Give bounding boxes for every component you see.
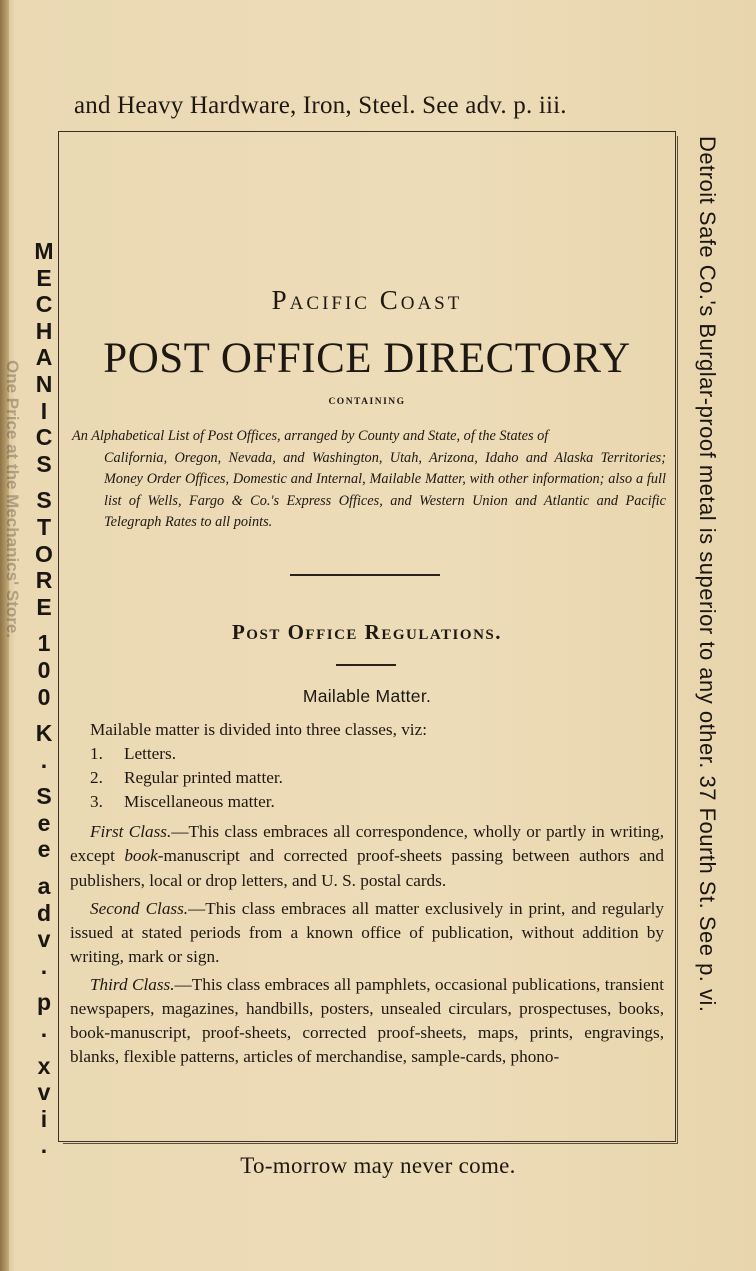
first-class-text-a: —This class embraces all correspondence, wholly or partly in writing, except: [70, 822, 665, 866]
intro-line-1: An Alphabetical List of Post Offices, arranged by County and State, of the States of: [72, 428, 549, 444]
left-ad-letter: v: [37, 1079, 51, 1106]
left-ad-letter: K: [35, 720, 53, 747]
left-ad-letter: .: [40, 746, 48, 773]
list-item: [90, 766, 664, 790]
third-class-label: Third Class.: [90, 974, 175, 994]
left-ad-letter: [30, 477, 58, 487]
left-ad-letter: [30, 863, 58, 873]
left-ad-letter: [30, 620, 58, 630]
list-item: [90, 790, 664, 814]
left-ad-letter: x: [37, 1052, 51, 1079]
third-class-paragraph: [70, 973, 664, 1069]
first-class-label: First Class.: [90, 822, 172, 842]
left-ad-letter: I: [40, 397, 48, 424]
left-ad-letter: 1: [37, 630, 51, 657]
list-number: 2.: [90, 768, 103, 788]
title-post-office-directory: POST OFFICE DIRECTORY: [103, 335, 631, 382]
left-ad-letter: v: [37, 926, 51, 953]
list-label: Miscellaneous matter.: [124, 792, 275, 812]
left-ad-letter: [30, 710, 58, 720]
regulations-body: [70, 718, 664, 1069]
containing-label: CONTAINING: [328, 397, 406, 407]
right-vertical-advertisement: Detroit Safe Co.'s Burglar-proof metal is superior to any other. 37 Fourth St. See p. vi.: [695, 136, 720, 1013]
intro-rest: California, Oregon, Nevada, and Washington, Utah, Arizona, Idaho and Alaska Territories; Money Order Offices, Domestic and Internal, Mailable Matter, with other information; also a full list of Wells, Fargo & Co.'s Express Offices, and Western Union and Atlantic and Pacific Telegraph Rates to all points.: [104, 449, 666, 530]
left-ad-letter: .: [40, 1132, 48, 1159]
left-ad-letter: H: [35, 317, 53, 344]
short-divider-rule: [336, 664, 396, 666]
left-ad-letter: p: [36, 989, 52, 1016]
left-vertical-advertisement: [30, 238, 58, 1159]
left-ad-letter: [30, 773, 58, 783]
divider-rule: [290, 574, 440, 576]
left-ad-letter: O: [35, 540, 53, 567]
left-ad-letter: C: [35, 291, 53, 318]
left-ad-letter: N: [35, 370, 53, 397]
left-ad-letter: C: [35, 424, 53, 451]
first-class-text-b: -manuscript and corrected proof-sheets passing between authors and publishers, local or drop letters, and U. S. postal cards.: [70, 846, 664, 890]
title-pacific-coast: Pacific Coast: [271, 285, 463, 315]
left-ad-letter: [30, 979, 58, 989]
left-ad-letter: E: [36, 264, 52, 291]
left-ad-letter: [30, 1043, 58, 1053]
regulations-heading: Post Office Regulations.: [231, 620, 502, 644]
third-class-text: —This class embraces all pamphlets, occasional publications, transient newspapers, magazines, handbills, posters, unsealed circulars, prospectuses, books, book-manuscript, proof-sheets, corrected proof-sheets, maps, prints, engravings, blanks, flexible patterns, articles of merchandise, sample-cards, phono-: [70, 974, 664, 1067]
left-ad-letter: A: [35, 344, 53, 371]
list-number: 3.: [90, 792, 103, 812]
second-class-label: Second Class.: [90, 898, 189, 918]
list-label: Letters.: [124, 744, 177, 764]
left-ad-letter: .: [40, 1016, 48, 1043]
left-ad-letter: S: [36, 487, 52, 514]
left-faint-advertisement: One Price at the Mechanics' Store.: [3, 360, 22, 639]
left-ad-letter: e: [37, 809, 51, 836]
left-ad-letter: M: [34, 238, 54, 264]
mailable-lead: Mailable matter is divided into three classes, viz:: [90, 720, 427, 739]
classes-list: [70, 742, 664, 814]
second-class-text: —This class embraces all matter exclusively in print, and regularly issued at stated periods from a known office of publication, without addition by writing, mark or sign.: [70, 898, 664, 966]
second-class-paragraph: [70, 897, 664, 969]
first-class-paragraph: [70, 820, 664, 892]
left-ad-letter: R: [35, 567, 53, 594]
left-ad-letter: .: [40, 952, 48, 979]
first-class-italic: book: [124, 846, 158, 866]
intro-paragraph: [72, 426, 666, 534]
left-ad-letter: 0: [37, 656, 51, 683]
left-ad-letter: i: [40, 1105, 48, 1132]
left-ad-letter: E: [36, 593, 52, 620]
left-ad-letter: S: [36, 450, 52, 477]
left-ad-letter: a: [37, 873, 51, 900]
left-ad-letter: T: [36, 513, 52, 540]
left-ad-letter: S: [36, 783, 52, 810]
bottom-advertisement: To-morrow may never come.: [240, 1153, 516, 1178]
left-ad-letter: d: [36, 899, 52, 926]
list-label: Regular printed matter.: [124, 768, 283, 788]
left-ad-letter: e: [37, 836, 51, 863]
mailable-matter-heading: Mailable Matter.: [302, 686, 432, 706]
left-ad-letter: 0: [37, 683, 51, 710]
list-item: [90, 742, 664, 766]
top-advertisement: and Heavy Hardware, Iron, Steel. See adv. p. iii.: [74, 92, 567, 119]
list-number: 1.: [90, 744, 103, 764]
